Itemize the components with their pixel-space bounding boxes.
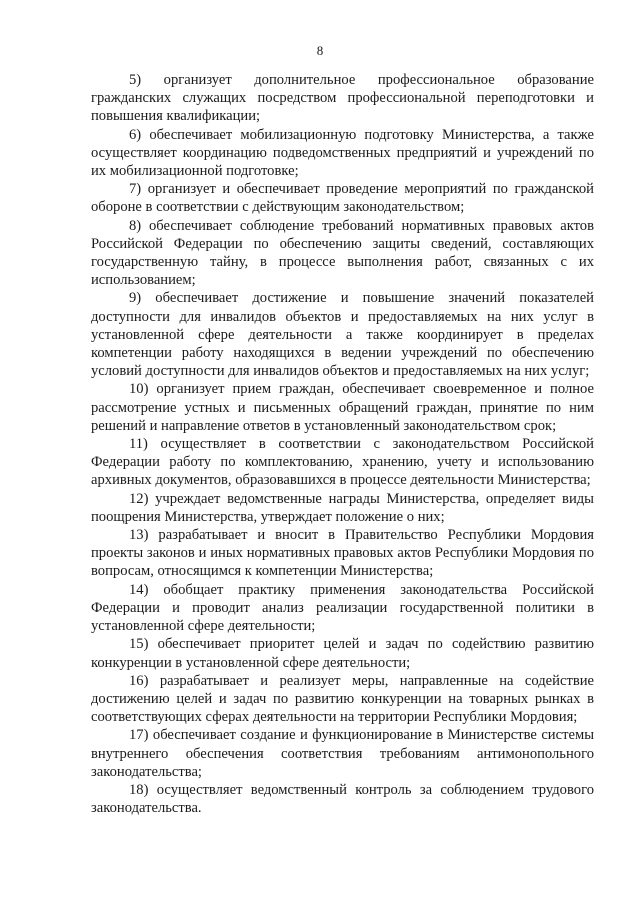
paragraph-item-16: 16) разрабатывает и реализует меры, направленные на содействие достижению целей и задач по развитию конкуренции на товарных рынках в соответствующих сферах деятельности на территории Республики Мордовия; (91, 672, 594, 726)
page-number: 8 (316, 43, 324, 58)
paragraph-item-5: 5) организует дополнительное профессиональное образование гражданских служащих посредством профессиональной переподготовки и повышения квалификации; (91, 72, 594, 125)
paragraph-item-6: 6) обеспечивает мобилизационную подготовку Министерства, а также осуществляет координацию подведомственных предприятий и учреждений по их мобилизационной подготовке; (91, 126, 594, 180)
document-body (91, 71, 594, 817)
paragraph-item-14: 14) обобщает практику применения законодательства Российской Федерации и проводит анализ реализации государственной политики в установленной сфере деятельности; (91, 581, 594, 635)
paragraph-item-13: 13) разрабатывает и вносит в Правительство Республики Мордовия проекты законов и иных нормативных правовых актов Республики Мордовия по вопросам, относящимся к компетенции Министерства; (91, 527, 594, 580)
paragraph-item-15: 15) обеспечивает приоритет целей и задач по содействию развитию конкуренции в установленной сфере деятельности; (91, 636, 594, 671)
paragraph-item-12: 12) учреждает ведомственные награды Министерства, определяет виды поощрения Министерства, утверждает положение о них; (91, 490, 594, 525)
paragraph-item-10: 10) организует прием граждан, обеспечивает своевременное и полное рассмотрение устных и письменных обращений граждан, принятие по ним решений и направление ответов в установленный законодательством срок; (91, 381, 594, 434)
paragraph-item-18: 18) осуществляет ведомственный контроль за соблюдением трудового законодательства. (91, 781, 594, 817)
paragraph-item-7: 7) организует и обеспечивает проведение мероприятий по гражданской обороне в соответствии с действующим законодательством; (91, 181, 594, 216)
paragraph-item-8: 8) обеспечивает соблюдение требований нормативных правовых актов Российской Федерации по обеспечению защиты сведений, составляющих государственную тайну, в процессе выполнения работ, связанных с их использованием; (91, 217, 594, 289)
paragraph-item-9: 9) обеспечивает достижение и повышение значений показателей доступности для инвалидов объектов и предоставляемых на них услуг в установленной сфере деятельности а также координирует в пределах компетенции работу находящихся в ведении учреждений по обеспечению условий доступности для инвалидов объектов и предоставляемых на них услуг; (91, 290, 594, 380)
paragraph-item-17: 17) обеспечивает создание и функционирование в Министерстве системы внутреннего обеспечения соответствия требованиям антимонопольного законодательства; (91, 727, 594, 780)
paragraph-item-11: 11) осуществляет в соответствии с законодательством Российской Федерации работу по комплектованию, хранению, учету и использованию архивных документов, образовавшихся в процессе деятельности Министерства; (91, 436, 594, 489)
